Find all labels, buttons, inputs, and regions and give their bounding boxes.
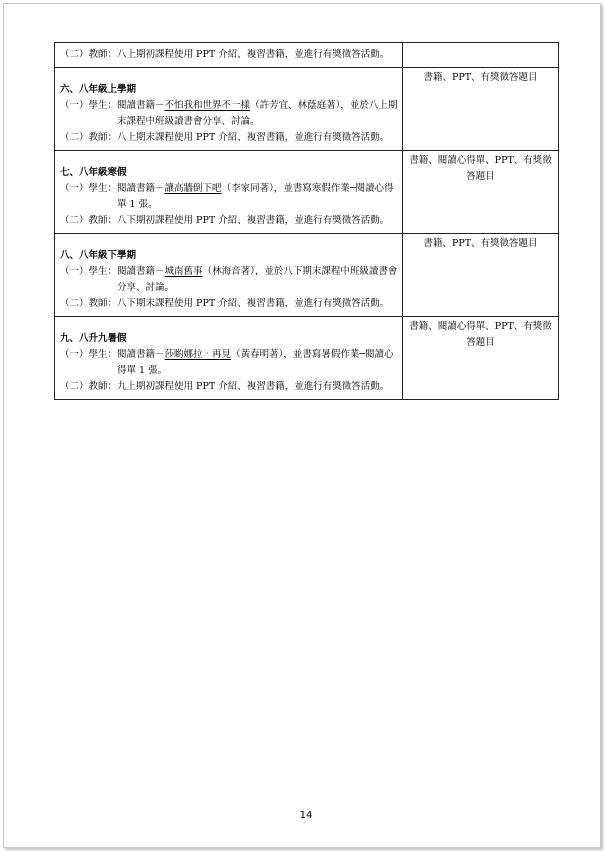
book-title: 莎喲娜拉‧再見 bbox=[164, 349, 232, 360]
item-number: （二） bbox=[60, 298, 89, 309]
activity-cell bbox=[55, 317, 403, 400]
teacher-line bbox=[60, 379, 398, 395]
resources-text: 書籍、PPT、有獎徵答題目 bbox=[423, 238, 538, 249]
activity-cell bbox=[55, 68, 403, 151]
role-label: 教師： bbox=[88, 215, 118, 226]
student-text bbox=[117, 264, 398, 296]
text-prefix: 閱讀書籍－ bbox=[117, 183, 165, 194]
section-heading: 六、八年級上學期 bbox=[60, 84, 137, 95]
role-label: 學生： bbox=[88, 266, 118, 277]
role-label: 學生： bbox=[88, 100, 118, 111]
item-number: （二） bbox=[60, 132, 89, 143]
role-label: 學生： bbox=[88, 183, 118, 194]
role-label: 教師： bbox=[88, 298, 118, 309]
item-number: （一） bbox=[60, 183, 89, 194]
item-number: （二） bbox=[60, 381, 89, 392]
item-number: （一） bbox=[60, 349, 89, 360]
teacher-text: 八下期末課程使用 PPT 介紹、複習書籍，並進行有獎徵答活動。 bbox=[117, 298, 390, 309]
table-row bbox=[55, 317, 559, 400]
table-row bbox=[55, 43, 559, 68]
book-title: 讓高牆倒下吧 bbox=[164, 183, 222, 194]
teacher-text: 八上期初課程使用 PPT 介紹、複習書籍，並進行有獎徵答活動。 bbox=[117, 49, 390, 60]
text-prefix: 閱讀書籍－ bbox=[117, 266, 165, 277]
student-line bbox=[60, 98, 398, 130]
activity-cell bbox=[55, 234, 403, 317]
resources-cell bbox=[403, 43, 559, 68]
student-text bbox=[117, 98, 398, 130]
role-label: 教師： bbox=[88, 132, 118, 143]
resources-cell bbox=[403, 234, 559, 317]
item-number: （二） bbox=[60, 49, 89, 60]
teacher-line bbox=[60, 213, 398, 229]
role-label: 教師： bbox=[88, 49, 118, 60]
teacher-line bbox=[60, 47, 398, 63]
teacher-text: 八上期末課程使用 PPT 介紹、複習書籍，並進行有獎徵答活動。 bbox=[117, 132, 390, 143]
section-heading: 七、八年級寒假 bbox=[60, 167, 127, 178]
text-suffix: （林海音著），並於八下期末課程中班級讀書會分享、討論。 bbox=[117, 266, 398, 293]
page-number: 14 bbox=[299, 810, 313, 821]
teacher-line bbox=[60, 130, 398, 146]
item-number: （二） bbox=[60, 215, 89, 226]
section-heading: 八、八年級下學期 bbox=[60, 250, 137, 261]
teacher-text: 九上期初課程使用 PPT 介紹、複習書籍，並進行有獎徵答活動。 bbox=[117, 381, 390, 392]
text-suffix: （黃春明著），並書寫暑假作業─閱讀心得單 1 張。 bbox=[117, 349, 394, 376]
student-line bbox=[60, 347, 398, 379]
activity-cell bbox=[55, 151, 403, 234]
resources-cell bbox=[403, 151, 559, 234]
student-text bbox=[117, 181, 398, 213]
role-label: 學生： bbox=[88, 349, 118, 360]
resources-cell bbox=[403, 68, 559, 151]
teacher-text: 八下期初課程使用 PPT 介紹、複習書籍，並進行有獎徵答活動。 bbox=[117, 215, 390, 226]
book-title: 城南舊事 bbox=[164, 266, 203, 277]
student-text bbox=[117, 347, 398, 379]
resources-text: 書籍、閱讀心得單、PPT、有獎徵答題目 bbox=[409, 321, 552, 348]
book-title: 不怕我和世界不一樣 bbox=[164, 100, 251, 111]
item-number: （一） bbox=[60, 266, 89, 277]
reading-plan-table bbox=[54, 42, 559, 400]
table-row bbox=[55, 68, 559, 151]
text-suffix: （許芳宜、林蔭庭著），並於八上期末課程中班級讀書會分享、討論。 bbox=[117, 100, 398, 127]
resources-text: 書籍、PPT、有獎徵答題目 bbox=[423, 72, 538, 83]
resources-text: 書籍、閱讀心得單、PPT、有獎徵答題目 bbox=[409, 155, 552, 182]
item-number: （一） bbox=[60, 100, 89, 111]
text-prefix: 閱讀書籍－ bbox=[117, 349, 165, 360]
student-line bbox=[60, 264, 398, 296]
activity-cell bbox=[55, 43, 403, 68]
section-heading: 九、八升九暑假 bbox=[60, 333, 127, 344]
page bbox=[3, 3, 601, 848]
student-line bbox=[60, 181, 398, 213]
table-row bbox=[55, 151, 559, 234]
role-label: 教師： bbox=[88, 381, 118, 392]
resources-cell bbox=[403, 317, 559, 400]
table-row bbox=[55, 234, 559, 317]
text-prefix: 閱讀書籍－ bbox=[117, 100, 165, 111]
text-suffix: （李家同著），並書寫寒假作業─閱讀心得單 1 張。 bbox=[117, 183, 394, 210]
teacher-line bbox=[60, 296, 398, 312]
